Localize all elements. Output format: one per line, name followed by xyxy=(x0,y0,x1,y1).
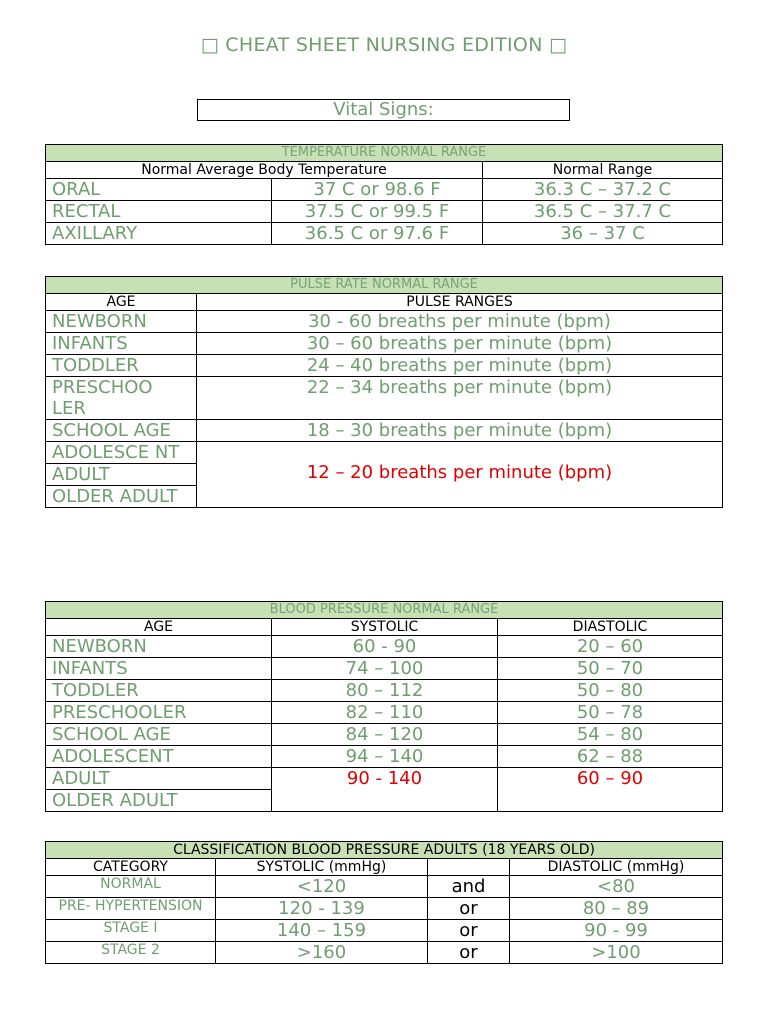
bp-diastolic-adult: 60 – 90 xyxy=(498,768,723,812)
class-diastolic: 80 – 89 xyxy=(510,898,723,920)
temp-avg: 37.5 C or 99.5 F xyxy=(272,201,483,223)
col-systolic-mmhg: SYSTOLIC (mmHg) xyxy=(216,859,428,876)
col-category: CATEGORY xyxy=(46,859,216,876)
pulse-range: 22 – 34 breaths per minute (bpm) xyxy=(197,377,723,420)
temp-site: AXILLARY xyxy=(46,223,272,245)
pulse-age: TODDLER xyxy=(46,355,197,377)
temp-avg: 37 C or 98.6 F xyxy=(272,179,483,201)
bp-systolic-adult: 90 - 140 xyxy=(272,768,498,812)
category: STAGE 2 xyxy=(46,942,216,964)
temp-range: 36.3 C – 37.2 C xyxy=(483,179,723,201)
pulse-range: 24 – 40 breaths per minute (bpm) xyxy=(197,355,723,377)
conjunction: or xyxy=(428,920,510,942)
temp-site: ORAL xyxy=(46,179,272,201)
bp-diastolic: 54 – 80 xyxy=(498,724,723,746)
blood-pressure-table xyxy=(45,601,723,812)
class-systolic: 140 – 159 xyxy=(216,920,428,942)
bp-systolic: 82 – 110 xyxy=(272,702,498,724)
temperature-header: TEMPERATURE NORMAL RANGE xyxy=(46,145,723,162)
temperature-table xyxy=(45,144,723,245)
category: PRE- HYPERTENSION xyxy=(46,898,216,920)
conjunction: and xyxy=(428,876,510,898)
bp-age: PRESCHOOLER xyxy=(46,702,272,724)
bp-age: ADULT xyxy=(46,768,272,790)
col-normal-average: Normal Average Body Temperature xyxy=(46,162,483,179)
col-normal-range: Normal Range xyxy=(483,162,723,179)
col-diastolic: DIASTOLIC xyxy=(498,619,723,636)
classification-header: CLASSIFICATION BLOOD PRESSURE ADULTS (18 YEARS OLD) xyxy=(46,842,723,859)
pulse-age: NEWBORN xyxy=(46,311,197,333)
temp-site: RECTAL xyxy=(46,201,272,223)
pulse-age: ADOLESCE NT xyxy=(46,442,197,464)
class-systolic: 120 - 139 xyxy=(216,898,428,920)
col-age: AGE xyxy=(46,294,197,311)
bp-systolic: 94 – 140 xyxy=(272,746,498,768)
classification-table xyxy=(45,841,723,964)
pulse-range: 18 – 30 breaths per minute (bpm) xyxy=(197,420,723,442)
class-diastolic: <80 xyxy=(510,876,723,898)
bp-age: TODDLER xyxy=(46,680,272,702)
bp-systolic: 84 – 120 xyxy=(272,724,498,746)
pulse-age: OLDER ADULT xyxy=(46,486,197,508)
pulse-age: PRESCHOO LER xyxy=(46,377,197,420)
conjunction: or xyxy=(428,942,510,964)
pulse-range: 30 – 60 breaths per minute (bpm) xyxy=(197,333,723,355)
bp-systolic: 74 – 100 xyxy=(272,658,498,680)
bp-diastolic: 50 – 80 xyxy=(498,680,723,702)
pulse-table xyxy=(45,276,723,508)
col-diastolic-mmhg: DIASTOLIC (mmHg) xyxy=(510,859,723,876)
pulse-age: INFANTS xyxy=(46,333,197,355)
bp-age: NEWBORN xyxy=(46,636,272,658)
page-title: □ CHEAT SHEET NURSING EDITION □ xyxy=(200,34,568,56)
col-pulse-ranges: PULSE RANGES xyxy=(197,294,723,311)
pulse-age: ADULT xyxy=(46,464,197,486)
col-age: AGE xyxy=(46,619,272,636)
class-systolic: <120 xyxy=(216,876,428,898)
category: STAGE I xyxy=(46,920,216,942)
bp-age: SCHOOL AGE xyxy=(46,724,272,746)
bp-diastolic: 50 – 78 xyxy=(498,702,723,724)
bp-header: BLOOD PRESSURE NORMAL RANGE xyxy=(46,602,723,619)
class-diastolic: >100 xyxy=(510,942,723,964)
pulse-age: SCHOOL AGE xyxy=(46,420,197,442)
bp-systolic: 60 - 90 xyxy=(272,636,498,658)
conjunction: or xyxy=(428,898,510,920)
pulse-range-adult: 12 – 20 breaths per minute (bpm) xyxy=(197,442,723,508)
category: NORMAL xyxy=(46,876,216,898)
class-systolic: >160 xyxy=(216,942,428,964)
col-systolic: SYSTOLIC xyxy=(272,619,498,636)
pulse-header: PULSE RATE NORMAL RANGE xyxy=(46,277,723,294)
bp-diastolic: 50 – 70 xyxy=(498,658,723,680)
bp-diastolic: 20 – 60 xyxy=(498,636,723,658)
bp-age: INFANTS xyxy=(46,658,272,680)
pulse-range: 30 - 60 breaths per minute (bpm) xyxy=(197,311,723,333)
bp-age: OLDER ADULT xyxy=(46,790,272,812)
class-diastolic: 90 - 99 xyxy=(510,920,723,942)
temp-avg: 36.5 C or 97.6 F xyxy=(272,223,483,245)
temp-range: 36 – 37 C xyxy=(483,223,723,245)
bp-age: ADOLESCENT xyxy=(46,746,272,768)
bp-diastolic: 62 – 88 xyxy=(498,746,723,768)
temp-range: 36.5 C – 37.7 C xyxy=(483,201,723,223)
vital-signs-label: Vital Signs: xyxy=(197,99,570,121)
bp-systolic: 80 – 112 xyxy=(272,680,498,702)
